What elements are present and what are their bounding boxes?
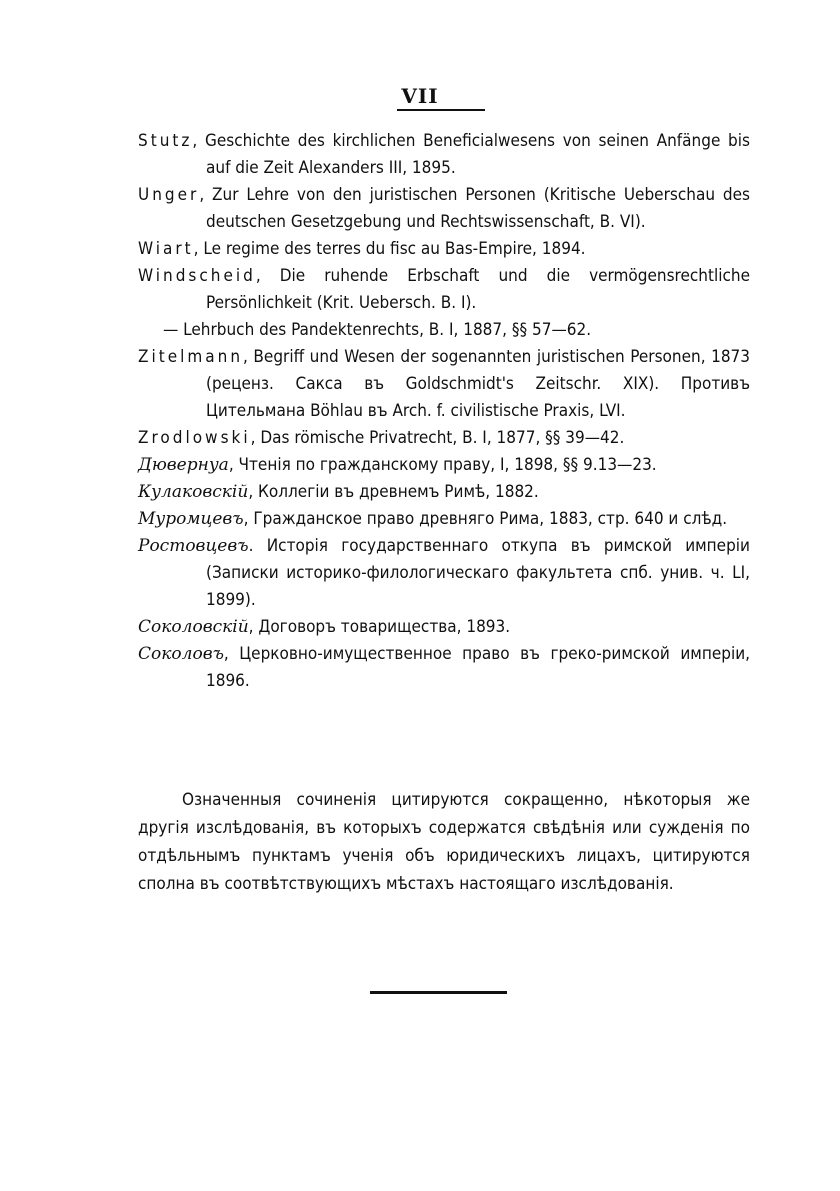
- entry-text: , Гражданское право древняго Рима, 1883, стр. 640 и слѣд.: [243, 509, 728, 529]
- bibliography-entry: [138, 317, 750, 344]
- entry-text: , Die ruhende Erbschaft und die vermögensrechtliche Persönlichkeit (Krit. Uebersch. B. I).: [206, 266, 750, 313]
- entry-author: Соколовскій: [138, 617, 249, 637]
- bibliography-entry: [138, 182, 750, 236]
- bibliography-entry: [138, 128, 750, 182]
- entry-author-dash: —: [163, 320, 179, 340]
- entry-text: , Zur Lehre von den juristischen Personen (Kritische Ueberschau des deutschen Gesetzgebung und Rechtswissenschaft, B. VI).: [199, 185, 750, 232]
- entry-text: , Договоръ товарищества, 1893.: [248, 617, 511, 637]
- bibliography-entry: [138, 614, 750, 641]
- closing-paragraph: Означенныя сочиненія цитируются сокращенно, нѣкоторыя же другія изслѣдованія, въ которыхъ содержатся свѣдѣнія или сужденія по отдѣльнымъ пунктамъ ученія объ юридическихъ лицахъ, цитируются сполна въ соотвѣтствующихъ мѣстахъ настоящаго изслѣдованія.: [138, 790, 750, 894]
- entry-text: , Чтенія по гражданскому праву, I, 1898, §§ 9.13—23.: [228, 455, 657, 475]
- bibliography-entry: [138, 479, 750, 506]
- entry-author: Муромцевъ: [138, 509, 244, 529]
- bibliography-entry: [138, 263, 750, 317]
- entry-text: , Церковно-имущественное право въ греко-римской имперіи, 1896.: [206, 644, 750, 691]
- entry-text: . Исторія государственнаго откупа въ римской имперіи (Записки историко-филологическаго факультета спб. унив. ч. LI, 1899).: [206, 536, 750, 610]
- bibliography-entry: [138, 533, 750, 614]
- bibliography-entry: [138, 236, 750, 263]
- page-number: VII: [401, 84, 439, 108]
- bibliography-entry: [138, 344, 750, 425]
- entry-text: , Коллегіи въ древнемъ Римѣ, 1882.: [248, 482, 539, 502]
- entry-author: Zrodlowski: [138, 428, 251, 448]
- entry-author: Соколовъ: [138, 644, 224, 664]
- bibliography-entry: [138, 425, 750, 452]
- page-number-rule: [397, 109, 485, 111]
- bibliography-entry: [138, 641, 750, 695]
- bibliography-entry: [138, 452, 750, 479]
- entry-text: , Das römische Privatrecht, B. I, 1877, §§ 39—42.: [250, 428, 625, 448]
- entry-author: Windscheid: [138, 266, 256, 286]
- entry-author: Ростовцевъ: [138, 536, 249, 556]
- entry-text: Lehrbuch des Pandektenrechts, B. I, 1887, §§ 57—62.: [178, 320, 592, 340]
- entry-author: Дювернуа: [138, 455, 229, 475]
- entry-text: , Geschichte des kirchlichen Beneficialwesens von seinen Anfänge bis auf die Zeit Alexanders III, 1895.: [192, 131, 750, 178]
- entry-author: Unger: [138, 185, 200, 205]
- entry-author: Stutz: [138, 131, 193, 151]
- entry-text: , Le regime des terres du fisc au Bas-Empire, 1894.: [193, 239, 586, 259]
- end-rule: [370, 991, 507, 994]
- entry-author: Кулаковскій: [138, 482, 249, 502]
- bibliography-list: [138, 128, 750, 695]
- entry-author: Wiart: [138, 239, 194, 259]
- entry-text: , Begriff und Wesen der sogenannten juristischen Personen, 1873 (реценз. Сакса въ Goldschmidt's Zeitschr. XIX). Противъ Цительмана Böhlau въ Arch. f. civilistische Praxis, LVI.: [206, 347, 750, 421]
- entry-author: Zitelmann: [138, 347, 244, 367]
- bibliography-entry: [138, 506, 750, 533]
